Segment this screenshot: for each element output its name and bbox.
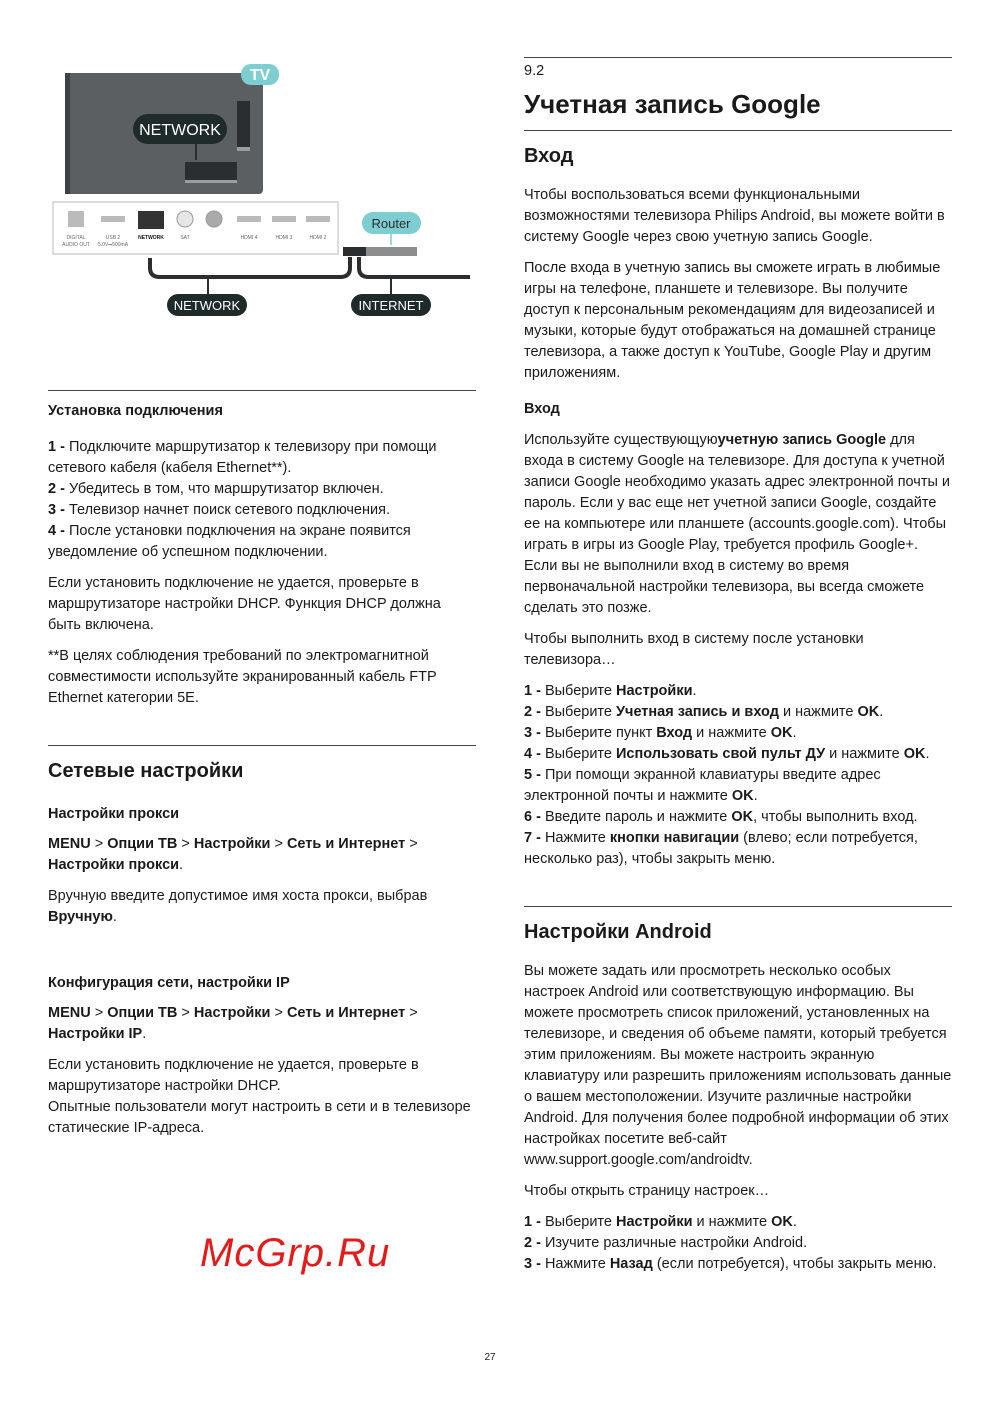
proxy-heading: Настройки прокси [48, 806, 180, 822]
text: (влево; если потребуется, несколько раз), чтобы закрыть меню. [524, 830, 918, 867]
divider [48, 745, 476, 746]
internet-text: INTERNET [358, 298, 424, 313]
section-number: 9.2 [524, 63, 545, 79]
text: . [753, 788, 758, 804]
bold-text: OK [731, 809, 754, 825]
text: Телевизор начнет поиск сетевого подключения. [68, 502, 390, 518]
bold-text: 3 - [48, 502, 69, 518]
list-item [48, 500, 476, 521]
proxy-text [48, 886, 476, 928]
right-column [524, 57, 952, 1275]
text: Выберите [544, 1214, 616, 1230]
port-icon [68, 211, 84, 227]
text: > [177, 836, 194, 852]
ip-text-2: Опытные пользователи могут настроить в сети и в телевизоре статические IP-адреса. [48, 1099, 471, 1136]
port-label: USB 2 [105, 235, 121, 241]
internet-cable [359, 257, 470, 277]
android-heading: Настройки Android [524, 921, 712, 943]
bold-text: 5 - [524, 767, 545, 783]
text: . [925, 746, 930, 762]
network-text: NETWORK [173, 298, 241, 313]
text: Используйте существующую [524, 432, 718, 448]
divider [524, 57, 952, 58]
port-icon [206, 211, 222, 227]
port-panel [53, 202, 338, 254]
bold-text: Настройки IP [48, 1026, 143, 1042]
network-connection-diagram [0, 0, 480, 330]
bold-text: 4 - [524, 746, 545, 762]
text: Выберите [544, 683, 616, 699]
ip-text-1: Если установить подключение не удается, проверьте в маршрутизаторе настройки DHCP. [48, 1057, 419, 1094]
list-item [48, 479, 476, 500]
bold-text: 3 - [524, 1256, 545, 1272]
port-label: 5.0V⎓500mA [97, 242, 129, 248]
bold-text: Настройки [616, 683, 693, 699]
bold-text: 2 - [48, 481, 69, 497]
port-label: DIGITAL [66, 235, 86, 241]
text: При помощи экранной клавиатуры введите адрес электронной почты и нажмите [524, 767, 881, 804]
list-item [524, 807, 952, 828]
text: и нажмите [692, 1214, 772, 1230]
port-label: HDMI 3 [275, 235, 293, 241]
bold-text: Настройки прокси [48, 857, 180, 873]
port-label: HDMI 2 [309, 235, 327, 241]
bold-text: Учетная запись и вход [616, 704, 779, 720]
text: (если потребуется), чтобы закрыть меню. [652, 1256, 937, 1272]
port-icon [272, 216, 296, 222]
bold-text: Опции ТВ [107, 836, 178, 852]
list-item [48, 521, 476, 563]
page-number: 27 [484, 1352, 496, 1363]
bold-text: OK [731, 788, 754, 804]
ip-heading: Конфигурация сети, настройки IP [48, 975, 290, 991]
text: Нажмите [544, 830, 610, 846]
text: > [405, 1005, 418, 1021]
watermark: McGrp.Ru [200, 1231, 391, 1275]
text: . [692, 683, 697, 699]
setup-emc-note: **В целях соблюдения требований по электромагнитной совместимости используйте экранированный кабель FTP Ethernet категории 5E. [48, 648, 437, 706]
port-label: HDMI 4 [240, 235, 258, 241]
router-text: Router [371, 216, 411, 231]
login-intro: Чтобы воспользоваться всеми функциональными возможностями телевизора Philips Android, вы можете войти в систему Google через свою учетную запись Google. [524, 187, 945, 245]
tv-network-text: NETWORK [139, 122, 221, 139]
list-item [524, 1254, 952, 1275]
network-settings-heading: Сетевые настройки [48, 760, 244, 782]
bold-text: 4 - [48, 523, 69, 539]
setup-heading: Установка подключения [48, 403, 223, 419]
android-steps [524, 1212, 952, 1275]
list-item [524, 1233, 952, 1254]
list-item [524, 1212, 952, 1233]
text: > [90, 836, 108, 852]
bold-text: 7 - [524, 830, 545, 846]
bold-text: Сеть и Интернет [286, 836, 406, 852]
bold-text: OK [771, 1214, 793, 1230]
android-text: Вы можете задать или просмотреть несколько особых настроек Android или соответствующую информацию. Вы можете просмотреть список приложений, установленных на телевизоре, и сведения об объеме памяти, который требуется этим приложениям. Вы можете настроить экранную клавиатуру или разрешить приложениям использовать данные о вашем местоположении. Изучите различные настройки Android. Для получения более подробной информации об этих настройках посетите веб-сайт www.support.google.com/androidtv. [524, 963, 952, 1168]
bold-text: Вручную [48, 909, 113, 925]
bold-text: 1 - [524, 1214, 545, 1230]
login-subheading: Вход [524, 401, 560, 417]
text: . [879, 704, 884, 720]
login-heading: Вход [524, 145, 574, 167]
text: . [792, 725, 797, 741]
bold-text: 1 - [524, 683, 545, 699]
bold-text: OK [857, 704, 880, 720]
bold-text: Настройки [193, 836, 271, 852]
text: Выберите пункт [544, 725, 657, 741]
text: , чтобы выполнить вход. [753, 809, 918, 825]
text: После установки подключения на экране появится уведомление об успешном подключении. [48, 523, 411, 560]
text: Введите пароль и нажмите [544, 809, 732, 825]
list-item [524, 723, 952, 744]
text: . [792, 1214, 797, 1230]
port-label: NETWORK [138, 235, 164, 241]
bold-text: кнопки навигации [609, 830, 740, 846]
port-label: SAT [180, 235, 190, 241]
setup-dhcp-note: Если установить подключение не удается, проверьте в маршрутизаторе настройки DHCP. Функция DHCP должна быть включена. [48, 575, 441, 633]
port-icon [237, 216, 261, 222]
section-title: Учетная запись Google [524, 89, 821, 119]
android-open-text: Чтобы открыть страницу настроек… [524, 1183, 770, 1199]
list-item [524, 702, 952, 723]
bold-text: Настройки [193, 1005, 271, 1021]
port-icon [177, 211, 193, 227]
setup-steps [48, 437, 476, 563]
bold-text: OK [770, 725, 793, 741]
list-item [524, 765, 952, 807]
bold-text: 6 - [524, 809, 545, 825]
text: Подключите маршрутизатор к телевизору при помощи сетевого кабеля (кабеля Ethernet**). [48, 439, 437, 476]
list-item [524, 744, 952, 765]
bold-text: Сеть и Интернет [286, 1005, 406, 1021]
login-benefits: После входа в учетную запись вы сможете играть в любимые игры на телефоне, планшете и телевизоре. Вы получите доступ к персональным рекомендациям для видеозаписей и музыки, которые будут отображаться на домашней странице телевизора, а также доступ к YouTube, Google Play и другим приложениям. [524, 260, 941, 381]
text: Вручную введите допустимое имя хоста прокси, выбрав [48, 888, 428, 904]
bold-text: MENU [48, 836, 91, 852]
bold-text: 2 - [524, 1235, 545, 1251]
text: . [142, 1026, 147, 1042]
bold-text: OK [903, 746, 926, 762]
login-account-text [524, 430, 952, 619]
port-icon [138, 211, 164, 229]
text: Убедитесь в том, что маршрутизатор включен. [68, 481, 384, 497]
ip-menu-path [48, 1003, 476, 1045]
divider [524, 130, 952, 131]
bold-text: учетную запись Google [717, 432, 887, 448]
login-steps [524, 681, 952, 870]
network-cable [150, 257, 350, 277]
text: Нажмите [544, 1256, 610, 1272]
text: Изучите различные настройки Android. [544, 1235, 808, 1251]
text: > [270, 1005, 287, 1021]
bold-text: Опции ТВ [107, 1005, 178, 1021]
bold-text: Вход [656, 725, 693, 741]
text: > [90, 1005, 108, 1021]
bold-text: 2 - [524, 704, 545, 720]
list-item [524, 828, 952, 870]
list-item [48, 437, 476, 479]
text: Выберите [544, 746, 616, 762]
text: > [177, 1005, 194, 1021]
proxy-menu-path [48, 834, 476, 876]
bold-text: 1 - [48, 439, 69, 455]
text: . [179, 857, 184, 873]
text: для входа в систему Google на телевизоре. Для доступа к учетной записи Google необходимо указать адрес электронной почты и пароль. Если у вас еще нет учетной записи Google, создайте ее на компьютере или планшете (accounts.google.com). Чтобы играть в игры из Google Play, требуется профиль Google+. Если вы не выполнили вход в систему во время первоначальной настройки телевизора, вы всегда сможете сделать это позже. [524, 432, 951, 616]
list-item [524, 681, 952, 702]
left-column [48, 390, 476, 1139]
bold-text: Настройки [616, 1214, 693, 1230]
divider [524, 906, 952, 907]
text: > [270, 836, 287, 852]
port-icon [101, 216, 125, 222]
bold-text: Использовать свой пульт ДУ [616, 746, 826, 762]
text: и нажмите [825, 746, 904, 762]
bold-text: 3 - [524, 725, 545, 741]
text: Выберите [544, 704, 616, 720]
divider [48, 390, 476, 391]
bold-text: Назад [609, 1256, 653, 1272]
text: > [405, 836, 418, 852]
text: и нажмите [778, 704, 858, 720]
text: и нажмите [692, 725, 771, 741]
port-icon [306, 216, 330, 222]
tv-badge-text: TV [249, 67, 271, 84]
bold-text: MENU [48, 1005, 91, 1021]
login-after-setup: Чтобы выполнить вход в систему после установки телевизора… [524, 631, 864, 668]
text: . [112, 909, 117, 925]
port-label: AUDIO OUT [62, 242, 90, 248]
